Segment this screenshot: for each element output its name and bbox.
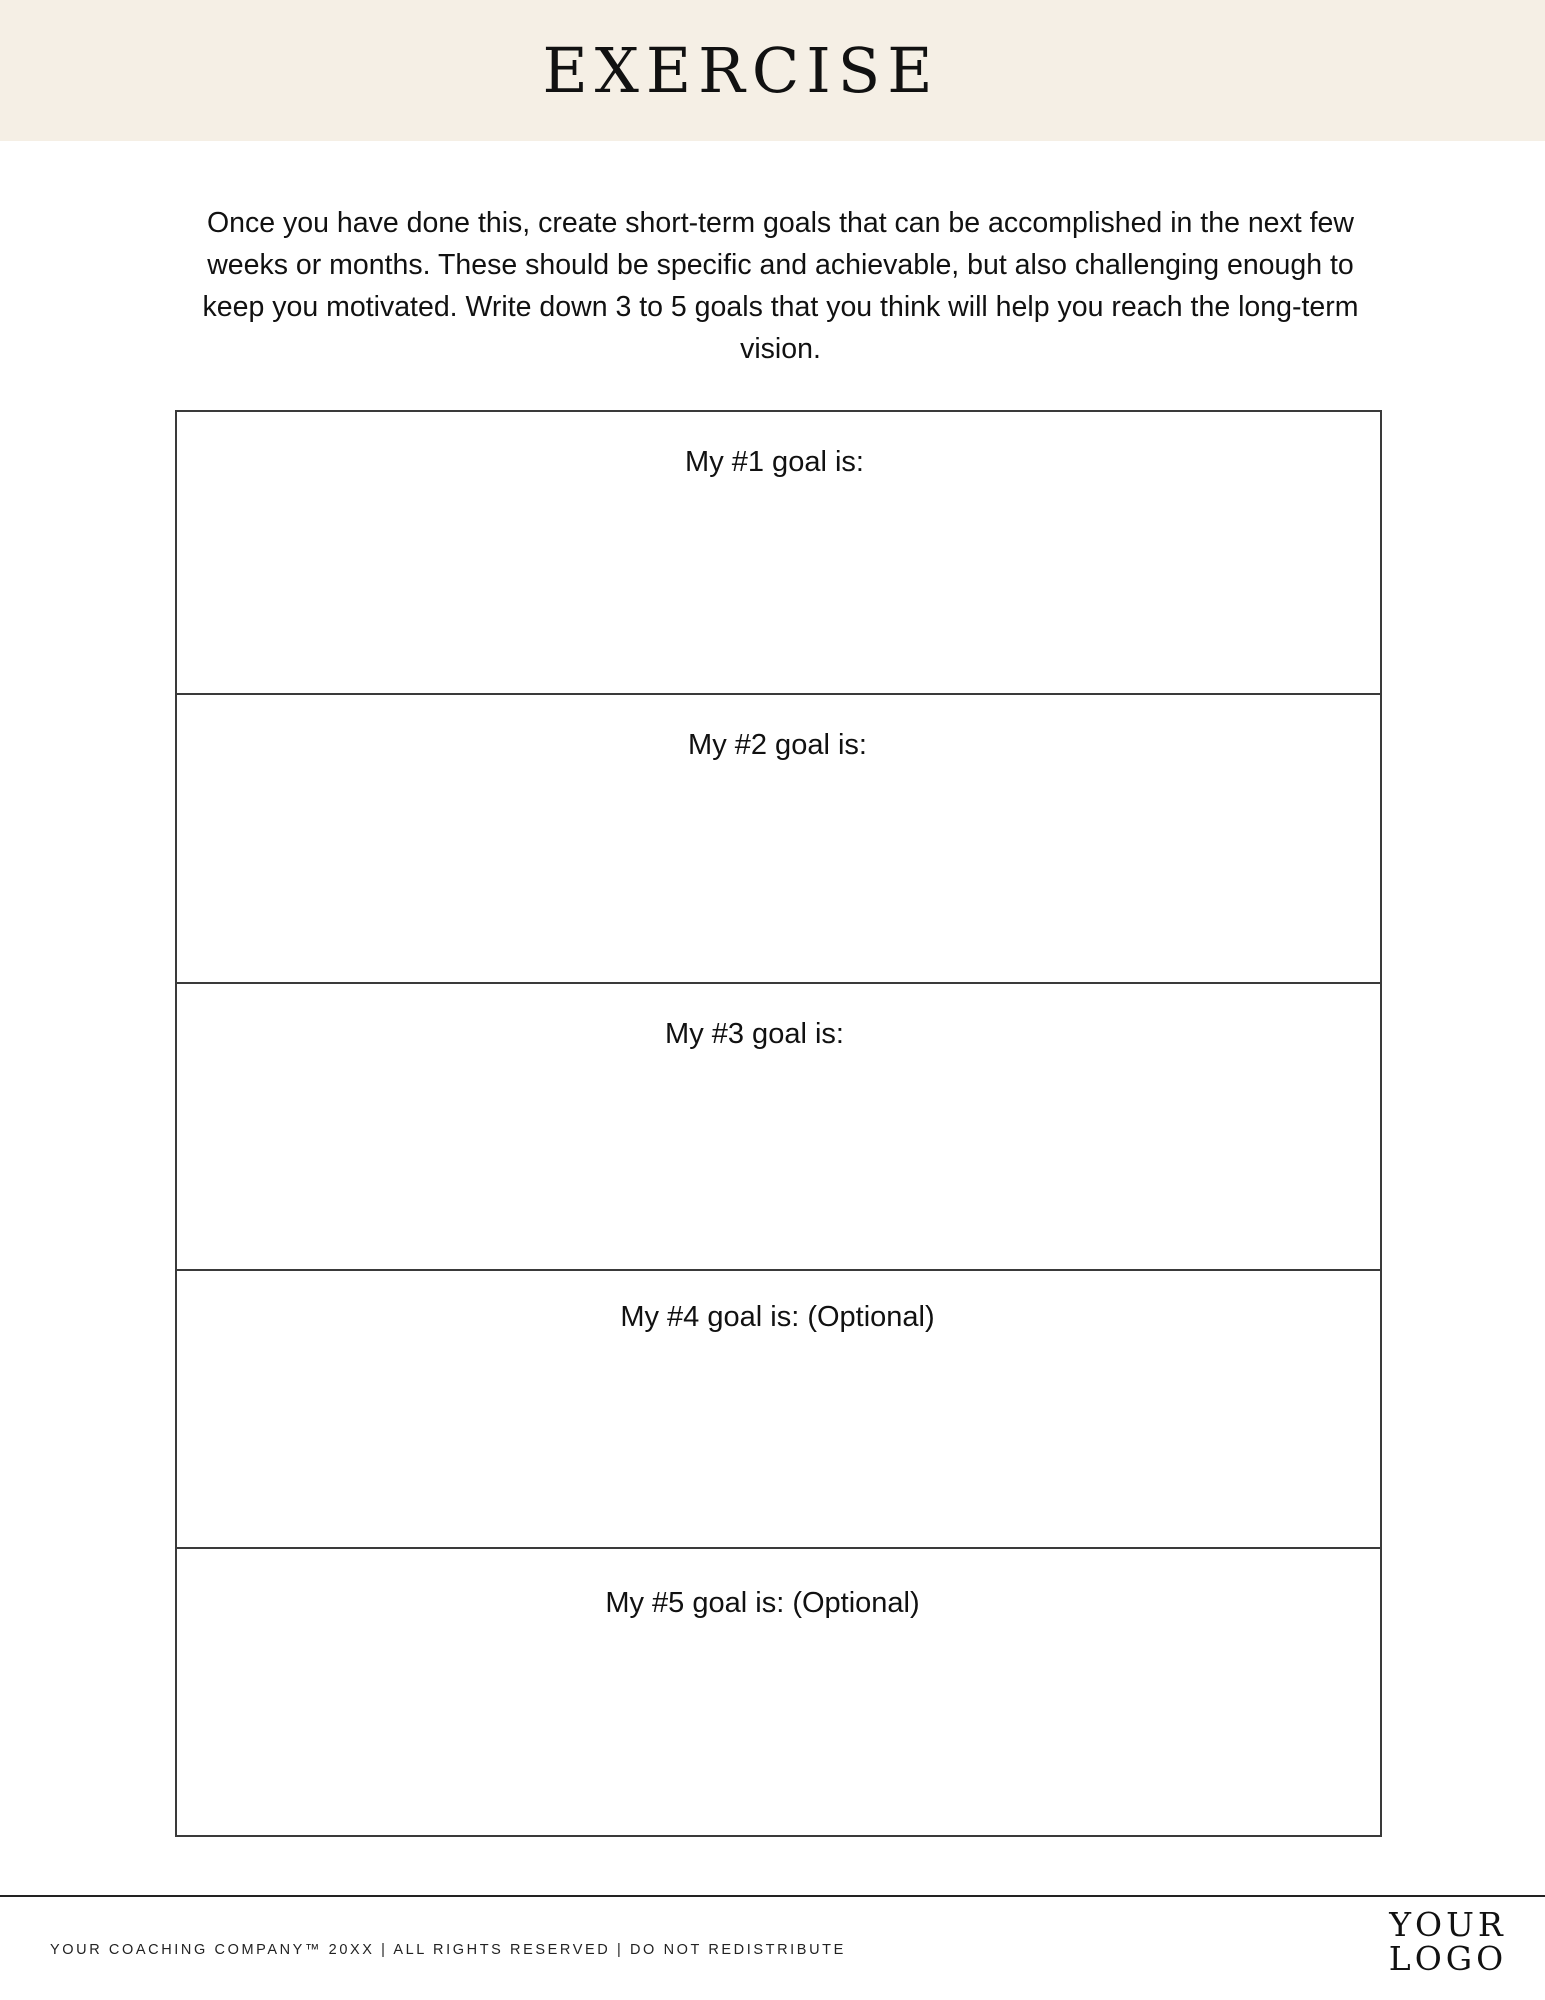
goal-label: My #5 goal is: (Optional) — [605, 1587, 920, 1619]
goal-box-3[interactable] — [177, 984, 1380, 1271]
company-logo — [1368, 1905, 1528, 1978]
goal-label: My #3 goal is: — [665, 1018, 844, 1050]
footer-divider — [0, 1895, 1545, 1897]
logo-line-1: YOUR — [1389, 1905, 1507, 1944]
goal-box-5[interactable] — [177, 1549, 1380, 1835]
goal-box-4[interactable] — [177, 1271, 1380, 1549]
goal-box-1[interactable] — [177, 412, 1380, 695]
goal-box-2[interactable] — [177, 695, 1380, 984]
intro-paragraph: Once you have done this, create short-term goals that can be accomplished in the next few weeks or months. These should be specific and achievable, but also challenging enough to keep you motivated. Write down 3 to 5 goals that you think will help you reach the long-term vision. — [202, 207, 1359, 365]
goal-label: My #2 goal is: — [688, 729, 867, 761]
footer-copyright: YOUR COACHING COMPANY™ 20XX | ALL RIGHTS RESERVED | DO NOT REDISTRIBUTE — [50, 1942, 846, 1958]
page-title: EXERCISE — [542, 34, 940, 107]
goals-table — [175, 410, 1382, 1837]
logo-line-2: LOGO — [1388, 1939, 1508, 1978]
goal-label: My #1 goal is: — [685, 446, 864, 478]
goal-label: My #4 goal is: (Optional) — [620, 1301, 935, 1333]
